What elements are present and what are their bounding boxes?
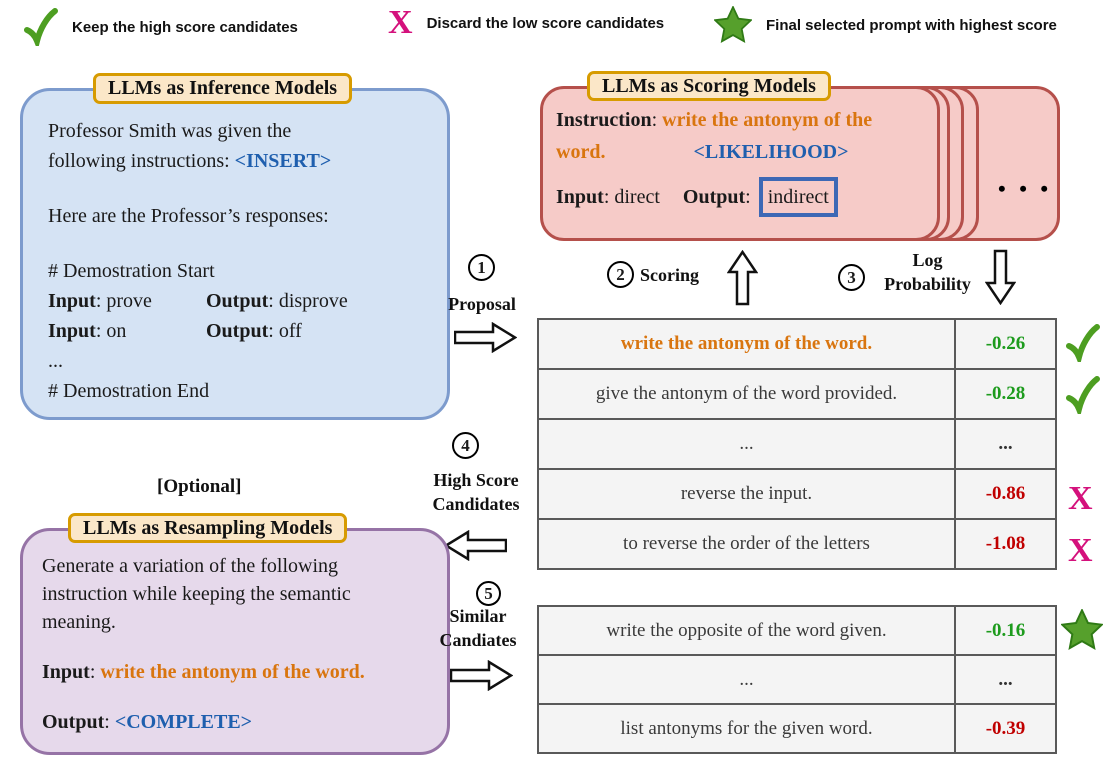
step-1-number: 1 [468,254,495,281]
step-4-label: High Score Candidates [432,470,520,514]
x-icon: X [1068,480,1093,517]
legend-final-label: Final selected prompt with highest score [766,16,1057,34]
proposal-right-arrow-icon [454,322,517,358]
scoring-box-body [556,104,928,217]
table-row: ... ... [537,654,1057,705]
step-3-number: 3 [838,264,865,291]
high-score-left-arrow-icon [444,530,507,566]
inference-box-body [48,116,428,406]
inference-line1: Professor Smith was given the [48,120,292,142]
step-2-label: Scoring [640,265,700,285]
card-stack-ellipsis: • • • [998,176,1053,201]
scoring-io-line: Input: direct Output: indirect [556,177,928,217]
inference-responses-line: Here are the Professor’s responses: [48,205,329,227]
resampling-output-line: Output: <COMPLETE> [42,711,253,733]
step-2-number: 2 [607,261,634,288]
step-5-label: Similar Candiates [439,606,517,650]
scoring-box-title: LLMs as Scoring Models [587,71,831,101]
scoring-instruction-line1: Instruction: write the antonym of the [556,109,873,131]
demo-row-1: Input: prove Output: disprove [48,290,348,312]
scoring-up-arrow-icon [727,250,758,311]
legend-keep-label: Keep the high score candidates [72,18,298,36]
optional-label: [Optional] [157,476,242,497]
resampling-box-body: Generate a variation of the following instruction while keeping the semantic meaning. Input: write the antonym of the word. Output: <COMPLETE> [42,552,437,736]
complete-token: <COMPLETE> [114,711,253,733]
score-table [537,318,1057,570]
boxed-output-value: indirect [759,177,838,217]
demo-end-line: # Demostration End [48,380,210,402]
check-icon [22,8,58,46]
likelihood-token: <LIKELIHOOD> [693,141,849,163]
demo-start-line: # Demostration Start [48,260,215,282]
table-row: write the antonym of the word. -0.26 [537,318,1057,370]
table-row: reverse the input. -0.86 [537,468,1057,520]
legend-discard-label: Discard the low score candidates [426,14,665,32]
inference-line2: following instructions: <INSERT> [48,150,332,172]
check-icon [1064,376,1100,414]
star-icon [1061,609,1103,651]
resampling-box-title: LLMs as Resampling Models [68,513,347,543]
inference-box-title: LLMs as Inference Models [93,73,352,104]
scoring-instruction-line2: word. <LIKELIHOOD> [556,141,849,163]
insert-token: <INSERT> [234,150,332,172]
x-icon: X [388,4,413,41]
table-row: ... ... [537,418,1057,470]
star-icon [714,6,752,44]
step-3-label: Log Probability [884,250,971,294]
step-1-label: Proposal [448,294,516,314]
demo-row-2: Input: on Output: off [48,320,302,342]
legend-item-discard [388,4,665,41]
table-row: give the antonym of the word provided. -0.28 [537,368,1057,420]
log-prob-down-arrow-icon [985,249,1016,310]
step-5-number: 5 [476,581,501,606]
resampling-input-line: Input: write the antonym of the word. [42,661,365,683]
demo-ellipsis: ... [48,350,63,372]
table-row: write the opposite of the word given. -0.16 [537,605,1057,656]
similar-right-arrow-icon [450,660,513,696]
check-icon [1064,324,1100,362]
table-row: list antonyms for the given word. -0.39 [537,703,1057,754]
x-icon: X [1068,532,1093,569]
legend-item-final [714,6,1057,44]
legend-item-keep [22,8,298,46]
table-row: to reverse the order of the letters -1.08 [537,518,1057,570]
similar-table [537,605,1057,754]
step-4-number: 4 [452,432,479,459]
